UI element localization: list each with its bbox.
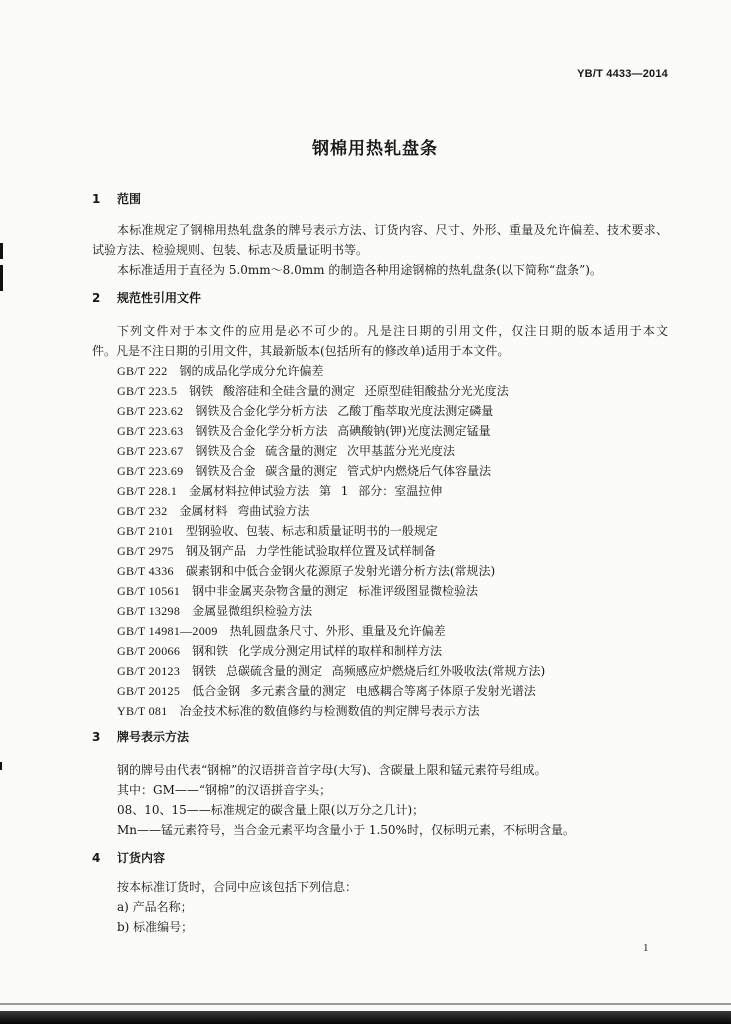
reference-code: GB/T 223.63 bbox=[117, 424, 184, 438]
reference-title: 钢铁 总碳硫含量的测定 高频感应炉燃烧后红外吸收法(常规方法) bbox=[192, 664, 546, 678]
reference-code: GB/T 2975 bbox=[117, 544, 174, 558]
reference-item bbox=[92, 601, 668, 621]
section-heading bbox=[92, 189, 668, 209]
section-title: 范围 bbox=[117, 192, 142, 206]
reference-code: GB/T 223.5 bbox=[117, 384, 178, 398]
reference-list bbox=[92, 361, 668, 721]
reference-title: 钢铁 酸溶硅和全硅含量的测定 还原型硅钼酸盐分光光度法 bbox=[189, 384, 509, 398]
reference-item bbox=[92, 541, 668, 561]
reference-item bbox=[92, 561, 668, 581]
reference-code: GB/T 14981—2009 bbox=[117, 624, 218, 638]
reference-title: 钢及钢产品 力学性能试验取样位置及试样制备 bbox=[185, 544, 436, 558]
reference-title: 冶金技术标准的数值修约与检测数值的判定牌号表示方法 bbox=[179, 704, 480, 718]
reference-item bbox=[92, 621, 668, 641]
paragraph-line: Mn——锰元素符号，当合金元素平均含量小于 1.50%时，仅标明元素，不标明含量。 bbox=[117, 823, 575, 837]
section-number: 2 bbox=[92, 291, 101, 305]
reference-title: 钢和铁 化学成分测定用试样的取样和制样方法 bbox=[192, 644, 442, 658]
reference-title: 金属材料 弯曲试验方法 bbox=[179, 504, 310, 518]
section-heading bbox=[92, 288, 668, 308]
reference-code: GB/T 2101 bbox=[117, 524, 174, 538]
section-title: 牌号表示方法 bbox=[117, 730, 190, 744]
reference-title: 钢铁及合金 硫含量的测定 次甲基蓝分光光度法 bbox=[195, 444, 456, 458]
reference-item bbox=[92, 641, 668, 661]
section-title: 订货内容 bbox=[117, 851, 166, 865]
scan-edge-mark bbox=[0, 762, 2, 770]
reference-code: GB/T 223.62 bbox=[117, 404, 184, 418]
reference-title: 金属材料拉伸试验方法 第 1 部分：室温拉伸 bbox=[189, 484, 443, 498]
reference-item bbox=[92, 681, 668, 701]
paragraph-line: 下列文件对于本文件的应用是必不可少的。凡是注日期的引用文件，仅注日期的版本适用于本文 bbox=[117, 324, 668, 338]
reference-code: GB/T 4336 bbox=[117, 564, 174, 578]
scan-edge-mark bbox=[0, 265, 3, 291]
section-heading bbox=[92, 848, 668, 868]
paragraph-line: 本标准适用于直径为 5.0mm～8.0mm 的制造各种用途钢棉的热轧盘条(以下简称“盘条”)。 bbox=[117, 263, 602, 277]
reference-title: 钢的成品化学成分允许偏差 bbox=[179, 364, 324, 378]
reference-item bbox=[92, 381, 668, 401]
reference-code: GB/T 223.67 bbox=[117, 444, 184, 458]
reference-item bbox=[92, 581, 668, 601]
reference-item bbox=[92, 701, 668, 721]
paragraph-line: 08、10、15——标准规定的碳含量上限(以万分之几计)； bbox=[117, 803, 425, 817]
reference-code: GB/T 228.1 bbox=[117, 484, 178, 498]
reference-code: GB/T 20066 bbox=[117, 644, 181, 658]
reference-code: YB/T 081 bbox=[117, 704, 168, 718]
paragraph-line: 本标准规定了钢棉用热轧盘条的牌号表示方法、订货内容、尺寸、外形、重量及允许偏差、技术要求、 bbox=[117, 223, 668, 237]
list-item: b) 标准编号； bbox=[117, 920, 194, 934]
paragraph-line: 件。凡是不注日期的引用文件，其最新版本(包括所有的修改单)适用于本文件。 bbox=[92, 344, 510, 358]
paragraph-line: 按本标准订货时，合同中应该包括下列信息： bbox=[117, 880, 358, 894]
scan-border-line bbox=[0, 1003, 731, 1005]
reference-code: GB/T 232 bbox=[117, 504, 168, 518]
section-title: 规范性引用文件 bbox=[117, 291, 202, 305]
list-item: a) 产品名称； bbox=[117, 900, 193, 914]
standard-code: YB/T 4433—2014 bbox=[577, 68, 668, 80]
reference-code: GB/T 223.69 bbox=[117, 464, 184, 478]
reference-item bbox=[92, 361, 668, 381]
reference-title: 钢铁及合金化学分析方法 乙酸丁酯萃取光度法测定磷量 bbox=[195, 404, 494, 418]
reference-title: 钢中非金属夹杂物含量的测定 标准评级图显微检验法 bbox=[192, 584, 478, 598]
reference-code: GB/T 20125 bbox=[117, 684, 181, 698]
reference-code: GB/T 20123 bbox=[117, 664, 181, 678]
reference-title: 钢铁及合金 碳含量的测定 管式炉内燃烧后气体容量法 bbox=[195, 464, 492, 478]
reference-item bbox=[92, 501, 668, 521]
document-body bbox=[92, 189, 668, 937]
reference-item bbox=[92, 441, 668, 461]
paragraph-line: 钢的牌号由代表“钢棉”的汉语拼音首字母(大写)、含碳量上限和锰元素符号组成。 bbox=[117, 763, 547, 777]
section-number: 3 bbox=[92, 730, 101, 744]
reference-title: 型钢验收、包装、标志和质量证明书的一般规定 bbox=[185, 524, 438, 538]
reference-code: GB/T 222 bbox=[117, 364, 168, 378]
reference-title: 金属显微组织检验方法 bbox=[192, 604, 313, 618]
reference-title: 碳素钢和中低合金钢火花源原子发射光谱分析方法(常规法) bbox=[185, 564, 496, 578]
reference-code: GB/T 10561 bbox=[117, 584, 181, 598]
scan-edge-mark bbox=[0, 243, 3, 259]
page-number: 1 bbox=[643, 942, 649, 954]
paragraph-line: 试验方法、检验规则、包装、标志及质量证明书等。 bbox=[92, 243, 369, 257]
reference-item bbox=[92, 401, 668, 421]
reference-item bbox=[92, 661, 668, 681]
reference-code: GB/T 13298 bbox=[117, 604, 181, 618]
section-number: 1 bbox=[92, 192, 101, 206]
reference-title: 钢铁及合金化学分析方法 高碘酸钠(钾)光度法测定锰量 bbox=[195, 424, 491, 438]
section-heading bbox=[92, 727, 668, 747]
reference-title: 热轧圆盘条尺寸、外形、重量及允许偏差 bbox=[229, 624, 446, 638]
document-title: 钢棉用热轧盘条 bbox=[312, 139, 438, 159]
reference-item bbox=[92, 421, 668, 441]
reference-item bbox=[92, 481, 668, 501]
reference-item bbox=[92, 461, 668, 481]
scan-bottom-band bbox=[0, 1011, 731, 1024]
section-number: 4 bbox=[92, 851, 101, 865]
paragraph-line: 其中：GM——“钢棉”的汉语拼音字头； bbox=[117, 783, 332, 797]
reference-title: 低合金钢 多元素含量的测定 电感耦合等离子体原子发射光谱法 bbox=[192, 684, 536, 698]
reference-item bbox=[92, 521, 668, 541]
